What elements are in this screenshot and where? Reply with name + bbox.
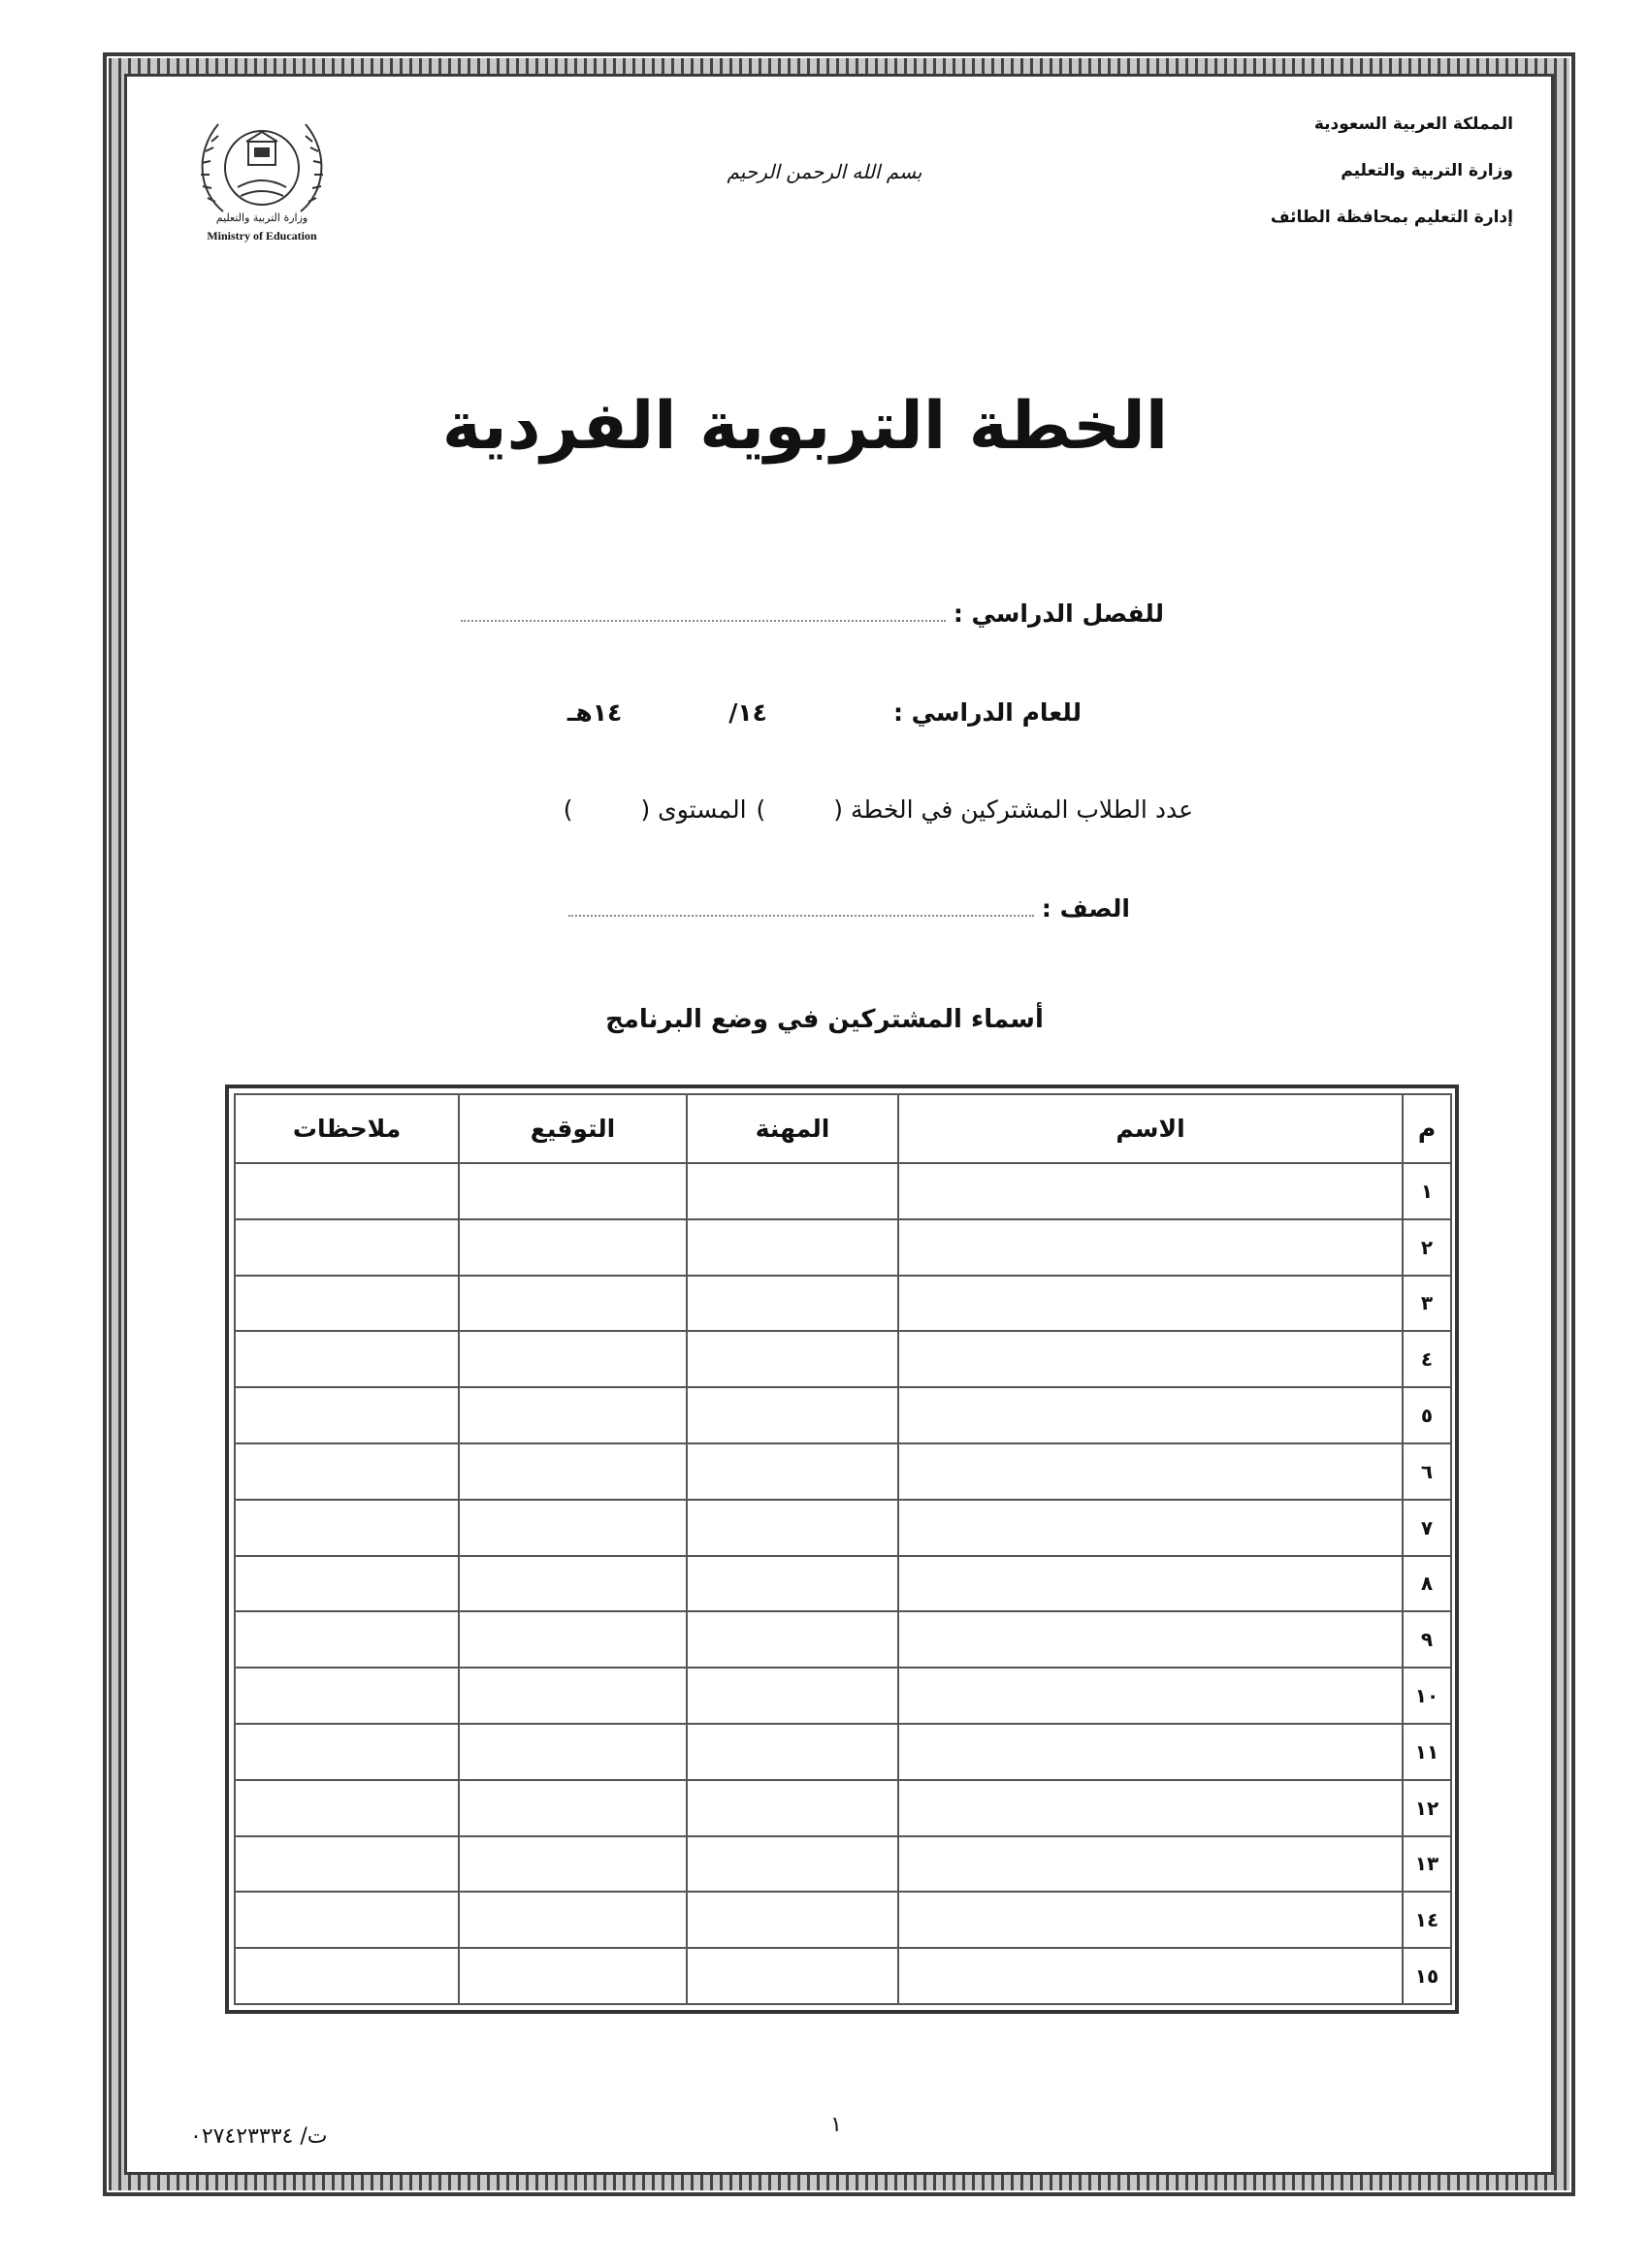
notes-cell[interactable] <box>235 1780 459 1836</box>
notes-cell[interactable] <box>235 1331 459 1387</box>
logo-caption-arabic: وزارة التربية والتعليم <box>215 211 308 224</box>
profession-cell[interactable] <box>687 1163 898 1219</box>
name-cell[interactable] <box>898 1836 1403 1893</box>
row-number: ١١ <box>1403 1724 1451 1780</box>
semester-label: للفصل الدراسي : <box>953 599 1164 628</box>
row-number: ٦ <box>1403 1443 1451 1500</box>
row-number: ٨ <box>1403 1556 1451 1612</box>
row-number: ١ <box>1403 1163 1451 1219</box>
table-row <box>235 1219 1451 1276</box>
name-cell[interactable] <box>898 1556 1403 1612</box>
notes-cell[interactable] <box>235 1163 459 1219</box>
name-cell[interactable] <box>898 1443 1403 1500</box>
table-header-row <box>235 1094 1451 1163</box>
row-number: ٥ <box>1403 1387 1451 1443</box>
row-number: ١٢ <box>1403 1780 1451 1836</box>
table-row <box>235 1163 1451 1219</box>
row-number: ٧ <box>1403 1500 1451 1556</box>
column-header-notes: ملاحظات <box>235 1094 459 1163</box>
profession-cell[interactable] <box>687 1331 898 1387</box>
profession-cell[interactable] <box>687 1836 898 1893</box>
row-number: ٢ <box>1403 1219 1451 1276</box>
signature-cell[interactable] <box>459 1780 687 1836</box>
profession-cell[interactable] <box>687 1556 898 1612</box>
class-label: الصف : <box>1041 894 1130 923</box>
participants-table-frame <box>225 1085 1459 2014</box>
table-row <box>235 1443 1451 1500</box>
signature-cell[interactable] <box>459 1387 687 1443</box>
profession-cell[interactable] <box>687 1276 898 1332</box>
profession-cell[interactable] <box>687 1387 898 1443</box>
profession-cell[interactable] <box>687 1668 898 1724</box>
profession-cell[interactable] <box>687 1724 898 1780</box>
signature-cell[interactable] <box>459 1163 687 1219</box>
header-line-ministry: وزارة التربية والتعليم <box>1341 161 1513 180</box>
row-number: ٣ <box>1403 1276 1451 1332</box>
notes-cell[interactable] <box>235 1219 459 1276</box>
name-cell[interactable] <box>898 1611 1403 1668</box>
academic-year-part1: ١٤/ <box>728 698 767 727</box>
level-label: المستوى ( <box>640 795 747 824</box>
row-number: ١٥ <box>1403 1948 1451 2004</box>
notes-cell[interactable] <box>235 1556 459 1612</box>
signature-cell[interactable] <box>459 1892 687 1948</box>
header-line-kingdom: المملكة العربية السعودية <box>1313 114 1513 134</box>
column-header-name: الاسم <box>898 1094 1403 1163</box>
signature-cell[interactable] <box>459 1443 687 1500</box>
name-cell[interactable] <box>898 1948 1403 2004</box>
notes-cell[interactable] <box>235 1500 459 1556</box>
signature-cell[interactable] <box>459 1500 687 1556</box>
signature-cell[interactable] <box>459 1948 687 2004</box>
row-number: ٩ <box>1403 1611 1451 1668</box>
table-row <box>235 1276 1451 1332</box>
class-field <box>561 894 1130 923</box>
phone-number: ت/ ٠٢٧٤٢٣٣٣٤ <box>190 2124 328 2149</box>
name-cell[interactable] <box>898 1387 1403 1443</box>
name-cell[interactable] <box>898 1500 1403 1556</box>
row-number: ١٣ <box>1403 1836 1451 1893</box>
notes-cell[interactable] <box>235 1611 459 1668</box>
table-row <box>235 1611 1451 1668</box>
participants-table <box>234 1093 1452 2005</box>
profession-cell[interactable] <box>687 1611 898 1668</box>
students-count-close: ) <box>756 795 766 824</box>
semester-blank[interactable] <box>461 620 946 622</box>
notes-cell[interactable] <box>235 1387 459 1443</box>
table-row <box>235 1331 1451 1387</box>
name-cell[interactable] <box>898 1668 1403 1724</box>
profession-cell[interactable] <box>687 1892 898 1948</box>
academic-year-field <box>567 698 1082 727</box>
class-blank[interactable] <box>568 915 1034 917</box>
students-count-label: عدد الطلاب المشتركين في الخطة ( <box>833 795 1193 824</box>
table-row <box>235 1724 1451 1780</box>
name-cell[interactable] <box>898 1276 1403 1332</box>
notes-cell[interactable] <box>235 1276 459 1332</box>
notes-cell[interactable] <box>235 1443 459 1500</box>
signature-cell[interactable] <box>459 1668 687 1724</box>
page-title: الخطة التربوية الفردية <box>441 388 1169 465</box>
signature-cell[interactable] <box>459 1611 687 1668</box>
table-body <box>235 1163 1451 2004</box>
participants-heading: أسماء المشتركين في وضع البرنامج <box>605 1005 1044 1034</box>
row-number: ٤ <box>1403 1331 1451 1387</box>
table-row <box>235 1836 1451 1893</box>
notes-cell[interactable] <box>235 1836 459 1893</box>
table-row <box>235 1892 1451 1948</box>
signature-cell[interactable] <box>459 1331 687 1387</box>
name-cell[interactable] <box>898 1780 1403 1836</box>
table-row <box>235 1668 1451 1724</box>
academic-year-part2: ١٤هـ <box>566 698 623 727</box>
column-header-number: م <box>1403 1094 1451 1163</box>
notes-cell[interactable] <box>235 1892 459 1948</box>
profession-cell[interactable] <box>687 1948 898 2004</box>
logo-caption-english: Ministry of Education <box>207 229 317 243</box>
table-row <box>235 1387 1451 1443</box>
column-header-profession: المهنة <box>687 1094 898 1163</box>
students-count-field <box>564 795 1193 824</box>
name-cell[interactable] <box>898 1163 1403 1219</box>
name-cell[interactable] <box>898 1892 1403 1948</box>
table-row <box>235 1780 1451 1836</box>
table-row <box>235 1500 1451 1556</box>
signature-cell[interactable] <box>459 1219 687 1276</box>
column-header-signature: التوقيع <box>459 1094 687 1163</box>
semester-field <box>453 599 1164 628</box>
notes-cell[interactable] <box>235 1948 459 2004</box>
academic-year-label: للعام الدراسي : <box>892 698 1082 727</box>
signature-cell[interactable] <box>459 1276 687 1332</box>
header-line-directorate: إدارة التعليم بمحافظة الطائف <box>1270 208 1513 227</box>
name-cell[interactable] <box>898 1724 1403 1780</box>
profession-cell[interactable] <box>687 1443 898 1500</box>
table-row <box>235 1556 1451 1612</box>
signature-cell[interactable] <box>459 1836 687 1893</box>
notes-cell[interactable] <box>235 1724 459 1780</box>
signature-cell[interactable] <box>459 1556 687 1612</box>
table-row <box>235 1948 1451 2004</box>
profession-cell[interactable] <box>687 1500 898 1556</box>
level-close: ) <box>563 795 573 824</box>
government-header <box>1203 101 1513 241</box>
name-cell[interactable] <box>898 1219 1403 1276</box>
notes-cell[interactable] <box>235 1668 459 1724</box>
basmala: بسم الله الرحمن الرحيم <box>727 160 922 183</box>
ministry-logo-icon <box>165 95 359 250</box>
profession-cell[interactable] <box>687 1219 898 1276</box>
profession-cell[interactable] <box>687 1780 898 1836</box>
name-cell[interactable] <box>898 1331 1403 1387</box>
page-number: ١ <box>830 2113 842 2137</box>
signature-cell[interactable] <box>459 1724 687 1780</box>
row-number: ١٠ <box>1403 1668 1451 1724</box>
row-number: ١٤ <box>1403 1892 1451 1948</box>
